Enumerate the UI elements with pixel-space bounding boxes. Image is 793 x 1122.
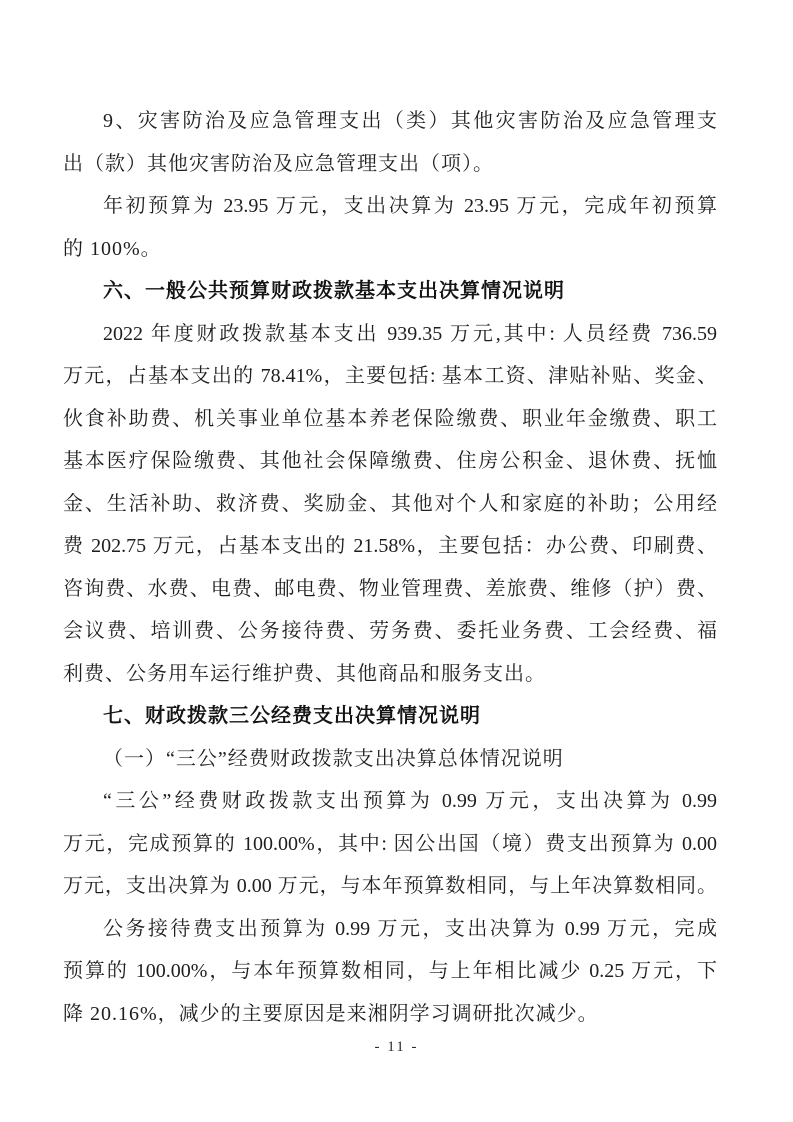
section-6-paragraph-line-9: 利费、公务用车运行维护费、其他商品和服务支出。: [63, 662, 546, 685]
document-body: [63, 100, 717, 1035]
section-6-paragraph-line-2: 万元，占基本支出的 78.41%，主要包括: 基本工资、津贴补贴、奖金、: [63, 365, 717, 387]
page-number: - 11 -: [374, 1039, 419, 1055]
section-6-paragraph-line-4: 基本医疗保险缴费、其他社会保障缴费、住房公积金、退休费、抚恤: [63, 450, 717, 472]
paragraph-item9-line-1: 9、灾害防治及应急管理支出（类）其他灾害防治及应急管理支: [103, 110, 717, 132]
section-7-paragraph-reception-line-2: 预算的 100.00%，与本年预算数相同，与上年相比减少 0.25 万元，下: [63, 960, 717, 982]
section-6-paragraph-line-6: 费 202.75 万元，占基本支出的 21.58%，主要包括：办公费、印刷费、: [63, 535, 717, 557]
section-7-paragraph-total-line-1: “三公”经费财政拨款支出预算为 0.99 万元，支出决算为 0.99: [103, 790, 717, 812]
paragraph-item9-budget-line-2: 的 100%。: [63, 237, 162, 260]
section-7-paragraph-total-line-3: 万元，支出决算为 0.00 万元，与本年预算数相同，与上年决算数相同。: [63, 875, 717, 897]
section-6-paragraph-line-3: 伙食补助费、机关事业单位基本养老保险缴费、职业年金缴费、职工: [63, 407, 717, 430]
section-7-subsection-1-heading: （一）“三公”经费财政拨款支出决算总体情况说明: [103, 747, 564, 770]
paragraph-item9-budget-line-1: 年初预算为 23.95 万元，支出决算为 23.95 万元，完成年初预算: [103, 195, 717, 217]
section-6-paragraph-line-1: 2022 年度财政拨款基本支出 939.35 万元,其中: 人员经费 736.59: [103, 322, 717, 345]
section-6-heading: 六、一般公共预算财政拨款基本支出决算情况说明: [103, 280, 565, 302]
section-7-heading: 七、财政拨款三公经费支出决算情况说明: [103, 705, 481, 727]
section-6-paragraph-line-8: 会议费、培训费、公务接待费、劳务费、委托业务费、工会经费、福: [63, 620, 717, 642]
section-6-paragraph-line-5: 金、生活补助、救济费、奖励金、其他对个人和家庭的补助；公用经: [63, 492, 717, 515]
section-7-paragraph-reception-line-3: 降 20.16%，减少的主要原因是来湘阴学习调研批次减少。: [63, 1002, 599, 1025]
section-6-paragraph-line-7: 咨询费、水费、电费、邮电费、物业管理费、差旅费、维修（护）费、: [63, 577, 717, 600]
section-7-paragraph-reception-line-1: 公务接待费支出预算为 0.99 万元，支出决算为 0.99 万元，完成: [103, 917, 717, 940]
paragraph-item9-line-2: 出（款）其他灾害防治及应急管理支出（项）。: [63, 152, 494, 175]
section-7-paragraph-total-line-2: 万元，完成预算的 100.00%，其中: 因公出国（境）费支出预算为 0.00: [63, 832, 717, 855]
